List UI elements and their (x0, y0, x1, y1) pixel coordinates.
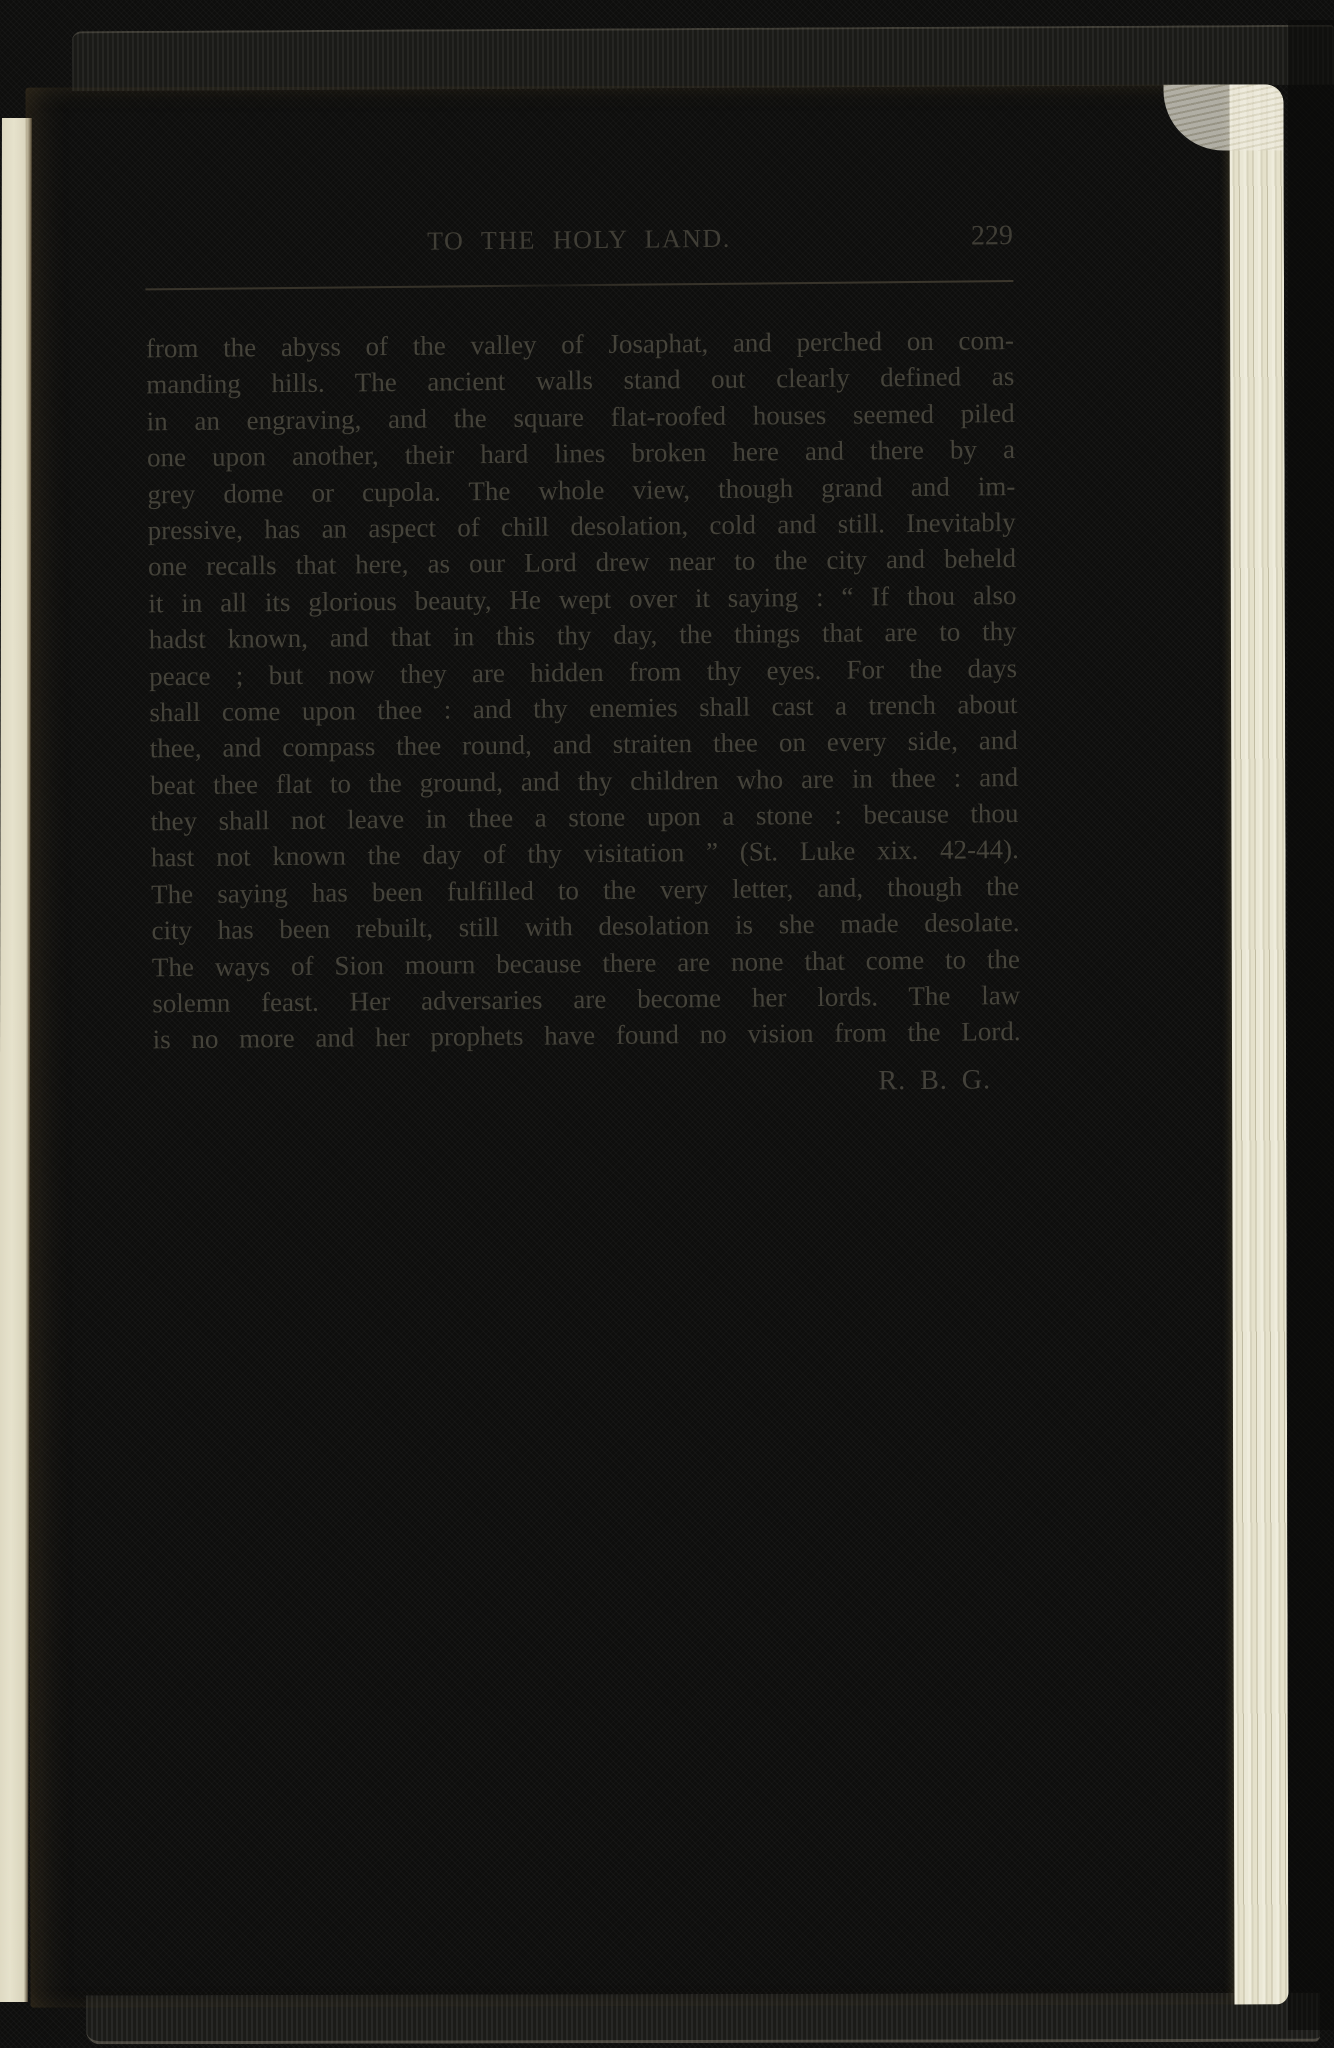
running-header-title: TO THE HOLY LAND. (427, 223, 731, 256)
text-line: solemn feast. Her adversaries are become her lords. The law (152, 980, 1021, 1019)
text-line: is no more and her prophets have found no vision from the Lord. (152, 1016, 1021, 1055)
text-line: from the abyss of the valley of Josaphat, and perched on com- (145, 325, 1015, 364)
signature-initials: R. B. G. (878, 1064, 992, 1097)
text-line: in an engraving, and the square flat-roofed houses seemed piled (146, 397, 1015, 437)
body-text (146, 322, 1021, 1058)
text-line: beat thee flat to the ground, and thy children who are in thee : and (150, 761, 1019, 801)
header-rule (145, 280, 1013, 290)
text-line: they shall not leave in thee a stone upon a stone : because thou (150, 798, 1019, 837)
book-page (25, 84, 1288, 2007)
book-cover-right-edge (1288, 20, 1334, 2030)
text-line: The ways of Sion mourn because there are none that come to the (151, 943, 1021, 982)
text-line: grey dome or cupola. The whole view, though grand and im- (147, 470, 1016, 509)
printed-content (145, 218, 1021, 1104)
right-page-edges (1229, 84, 1288, 2004)
text-line: one recalls that here, as our Lord drew near to the city and beheld (147, 543, 1017, 582)
text-line: it in all its glorious beauty, He wept over it saying : “ If thou also (148, 579, 1017, 619)
text-line: shall come upon thee : and thy enemies shall cast a trench about (149, 688, 1018, 728)
text-line: peace ; but now they are hidden from thy eyes. For the days (148, 652, 1018, 691)
page-number: 229 (970, 220, 1014, 252)
text-line: pressive, has an aspect of chill desolation, cold and still. Inevitably (147, 506, 1016, 546)
text-line: manding hills. The ancient walls stand out clearly defined as (146, 361, 1015, 400)
text-line: The saying has been fulfilled to the very letter, and, though the (151, 870, 1020, 910)
text-line: city has been rebuilt, still with desolation is she made desolate. (151, 907, 1020, 946)
page-header (145, 218, 1013, 262)
text-line: thee, and compass thee round, and straiten thee on every side, and (149, 725, 1018, 764)
text-line: one upon another, their hard lines broken here and there by a (146, 434, 1016, 473)
text-line: hast not known the day of thy visitation ” (St. Luke xix. 42-44). (150, 834, 1019, 873)
top-right-page-corner (1163, 84, 1283, 150)
text-line: hadst known, and that in this thy day, the things that are to thy (148, 616, 1017, 655)
book-cover-top-edge (72, 25, 1334, 92)
